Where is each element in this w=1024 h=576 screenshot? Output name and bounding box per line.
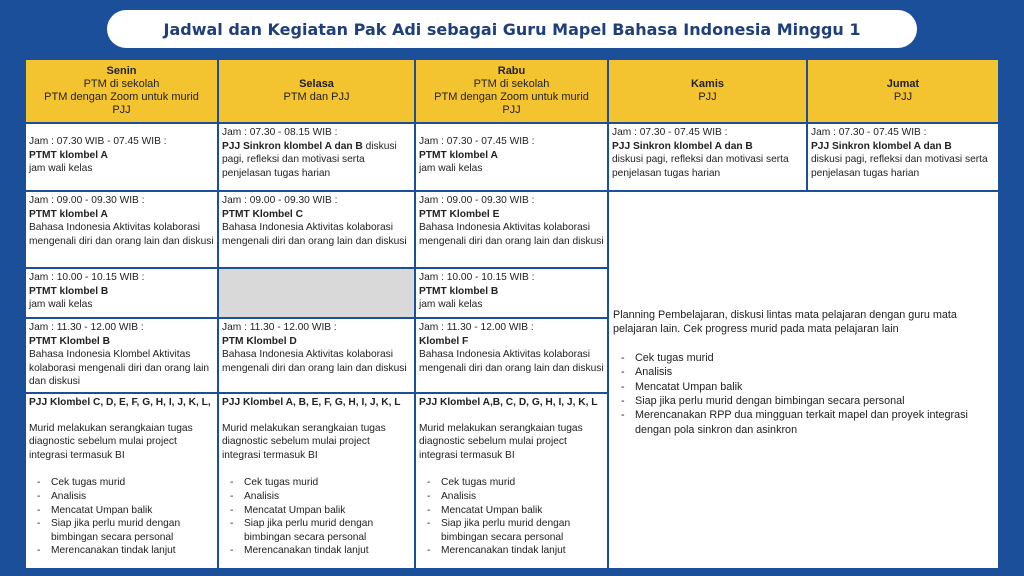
- rabu-slot-4: [416, 319, 607, 392]
- slot-time: Jam : 11.30 - 12.00 WIB :: [29, 322, 144, 333]
- senin-pjj: [26, 394, 217, 568]
- day-sub: PJJ: [502, 104, 521, 116]
- pjj-desc: Murid melakukan serangkaian tugas diagnostic sebelum mulai project integrasi termasuk BI: [222, 422, 386, 461]
- title-banner: [107, 10, 917, 48]
- header-kamis: [609, 60, 806, 122]
- list-item: - Siap jika perlu murid dengan bimbingan secara personal: [419, 517, 604, 544]
- slot-class: PTMT klombel B: [419, 285, 499, 297]
- day-sub: PTM di sekolah: [473, 78, 550, 90]
- list-item: - Analisis: [29, 490, 214, 504]
- planning-cell: [609, 192, 998, 568]
- slot-desc: Bahasa Indonesia Aktivitas kolaborasi mengenali diri dan orang lain dan diskusi: [222, 222, 407, 247]
- selasa-slot-1: [219, 124, 414, 190]
- day-name: Selasa: [299, 78, 334, 90]
- slot-class: PTM Klombel D: [222, 335, 297, 347]
- day-name: Rabu: [497, 65, 526, 77]
- day-sub: PTM dan PJJ: [283, 91, 350, 103]
- slot-class: PTMT klombel A: [419, 149, 498, 161]
- list-item: - Analisis: [419, 490, 604, 504]
- slot-time: Jam : 07.30 - 08.15 WIB :: [222, 127, 338, 138]
- selasa-pjj: [219, 394, 414, 568]
- slot-time: Jam : 11.30 - 12.00 WIB :: [222, 322, 337, 333]
- header-selasa: [219, 60, 414, 122]
- slot-desc: Bahasa Indonesia Aktivitas kolaborasi mengenali diri dan orang lain dan diskusi: [29, 222, 214, 247]
- slot-desc: Bahasa Indonesia Aktivitas kolaborasi mengenali diri dan orang lain dan diskusi: [222, 349, 407, 374]
- planning-desc: Planning Pembelajaran, diskusi lintas mata pelajaran dengan guru mata pelajaran lain. Cek progress murid pada mata pelajaran lain: [613, 309, 957, 336]
- slot-class: Klombel F: [419, 335, 469, 347]
- pjj-desc: Murid melakukan serangkaian tugas diagnostic sebelum mulai project integrasi termasuk BI: [419, 422, 583, 461]
- slot-class: PJJ Sinkron klombel A dan B: [811, 140, 952, 152]
- day-sub: PJJ: [698, 91, 717, 103]
- list-item: - Analisis: [222, 490, 411, 504]
- slot-desc: jam wali kelas: [29, 299, 93, 311]
- slot-class: PTMT klombel B: [29, 285, 109, 297]
- slot-time: Jam : 09.00 - 09.30 WIB :: [29, 195, 145, 206]
- slot-time: Jam : 11.30 - 12.00 WIB :: [419, 322, 534, 333]
- list-item: - Cek tugas murid: [419, 476, 604, 490]
- slot-desc: diskusi pagi, refleksi dan motivasi serta penjelasan tugas harian: [222, 140, 397, 179]
- slot-class: PTMT Klombel B: [29, 335, 110, 347]
- day-sub: PJJ: [893, 91, 913, 103]
- selasa-empty-slot: [219, 269, 414, 317]
- pjj-list: [222, 476, 411, 558]
- pjj-list: [29, 476, 214, 558]
- list-item: - Merencanakan tindak lanjut: [419, 544, 604, 558]
- slot-desc: diskusi pagi, refleksi dan motivasi serta penjelasan tugas harian: [811, 154, 988, 179]
- slot-desc: jam wali kelas: [419, 299, 483, 311]
- slot-time: Jam : 07.30 - 07.45 WIB :: [612, 127, 728, 138]
- list-item: - Mencatat Umpan balik: [419, 504, 604, 518]
- slot-desc: Bahasa Indonesia Aktivitas kolaborasi mengenali diri dan orang lain dan diskusi: [419, 222, 604, 247]
- slot-class: PTMT klombel A: [29, 208, 108, 220]
- slot-text: [222, 140, 411, 181]
- day-name: Kamis: [690, 78, 725, 90]
- slot-class: PTMT Klombel E: [419, 208, 500, 220]
- list-item: - Cek tugas murid: [613, 351, 994, 365]
- list-item: - Analisis: [613, 365, 994, 379]
- rabu-slot-3: [416, 269, 607, 317]
- list-item: - Mencatat Umpan balik: [613, 380, 994, 394]
- day-sub: PTM dengan Zoom untuk murid: [434, 91, 589, 103]
- slot-time: Jam : 10.00 - 10.15 WIB :: [419, 272, 535, 283]
- slot-class: PTMT Klombel C: [222, 208, 303, 220]
- rabu-slot-2: [416, 192, 607, 267]
- slot-class: PJJ Sinkron klombel A dan B: [222, 140, 363, 152]
- list-item: - Mencatat Umpan balik: [222, 504, 411, 518]
- slot-desc: Bahasa Indonesia Aktivitas kolaborasi mengenali diri dan orang lain dan diskusi: [419, 349, 604, 374]
- day-name: Senin: [106, 65, 137, 77]
- selasa-slot-4: [219, 319, 414, 392]
- senin-slot-2: [26, 192, 217, 267]
- kamis-slot-1: [609, 124, 806, 190]
- jumat-slot-1: [808, 124, 998, 190]
- list-item: - Siap jika perlu murid dengan bimbingan secara personal: [222, 517, 411, 544]
- slot-desc: diskusi pagi, refleksi dan motivasi serta penjelasan tugas harian: [612, 154, 789, 179]
- list-item: - Siap jika perlu murid dengan bimbingan secara personal: [613, 394, 994, 408]
- header-jumat: [808, 60, 998, 122]
- pjj-class: PJJ Klombel A, B, E, F, G, H, I, J, K, L: [222, 397, 401, 408]
- list-item: - Cek tugas murid: [29, 476, 214, 490]
- senin-slot-3: [26, 269, 217, 317]
- slot-time: Jam : 10.00 - 10.15 WIB :: [29, 272, 145, 283]
- senin-slot-4: [26, 319, 217, 392]
- slot-time: Jam : 09.00 - 09.30 WIB :: [419, 195, 535, 206]
- rabu-slot-1: [416, 124, 607, 190]
- list-item: - Merencanakan tindak lanjut: [29, 544, 214, 558]
- slot-time: Jam : 07.30 - 07.45 WIB :: [811, 127, 927, 138]
- schedule-table: [25, 59, 999, 569]
- list-item: - Mencatat Umpan balik: [29, 504, 214, 518]
- slot-time: Jam : 09.00 - 09.30 WIB :: [222, 195, 338, 206]
- slot-class: PJJ Sinkron klombel A dan B: [612, 140, 753, 152]
- planning-list: [613, 351, 994, 437]
- slot-class: PTMT klombel A: [29, 149, 108, 161]
- day-sub: PTM dengan Zoom untuk murid: [44, 91, 199, 103]
- pjj-class: PJJ Klombel C, D, E, F, G, H, I, J, K, L,: [29, 397, 211, 408]
- pjj-desc: Murid melakukan serangkaian tugas diagnostic sebelum mulai project integrasi termasuk BI: [29, 422, 193, 461]
- day-name: Jumat: [886, 78, 920, 90]
- page-title: Jadwal dan Kegiatan Pak Adi sebagai Guru Mapel Bahasa Indonesia Minggu 1: [163, 19, 861, 39]
- slot-desc: Bahasa Indonesia Klombel Aktivitas kolaborasi mengenali diri dan orang lain dan diskusi: [29, 349, 210, 388]
- senin-slot-1: [26, 124, 217, 190]
- slot-time: Jam : 07.30 WIB - 07.45 WIB :: [29, 136, 167, 147]
- list-item: - Siap jika perlu murid dengan bimbingan secara personal: [29, 517, 214, 544]
- list-item: - Merencanakan tindak lanjut: [222, 544, 411, 558]
- rabu-pjj: [416, 394, 607, 568]
- selasa-slot-2: [219, 192, 414, 267]
- day-sub: PJJ: [112, 104, 131, 116]
- header-senin: [26, 60, 217, 122]
- pjj-class: PJJ Klombel A,B, C, D, G, H, I, J, K, L: [419, 397, 598, 408]
- slot-time: Jam : 07.30 - 07.45 WIB :: [419, 136, 535, 147]
- pjj-list: [419, 476, 604, 558]
- slot-desc: jam wali kelas: [29, 163, 93, 175]
- list-item: - Merencanakan RPP dua mingguan terkait mapel dan proyek integrasi dengan pola sinkron dan asinkron: [613, 408, 994, 437]
- slot-desc: jam wali kelas: [419, 163, 483, 175]
- list-item: - Cek tugas murid: [222, 476, 411, 490]
- header-rabu: [416, 60, 607, 122]
- day-sub: PTM di sekolah: [83, 78, 160, 90]
